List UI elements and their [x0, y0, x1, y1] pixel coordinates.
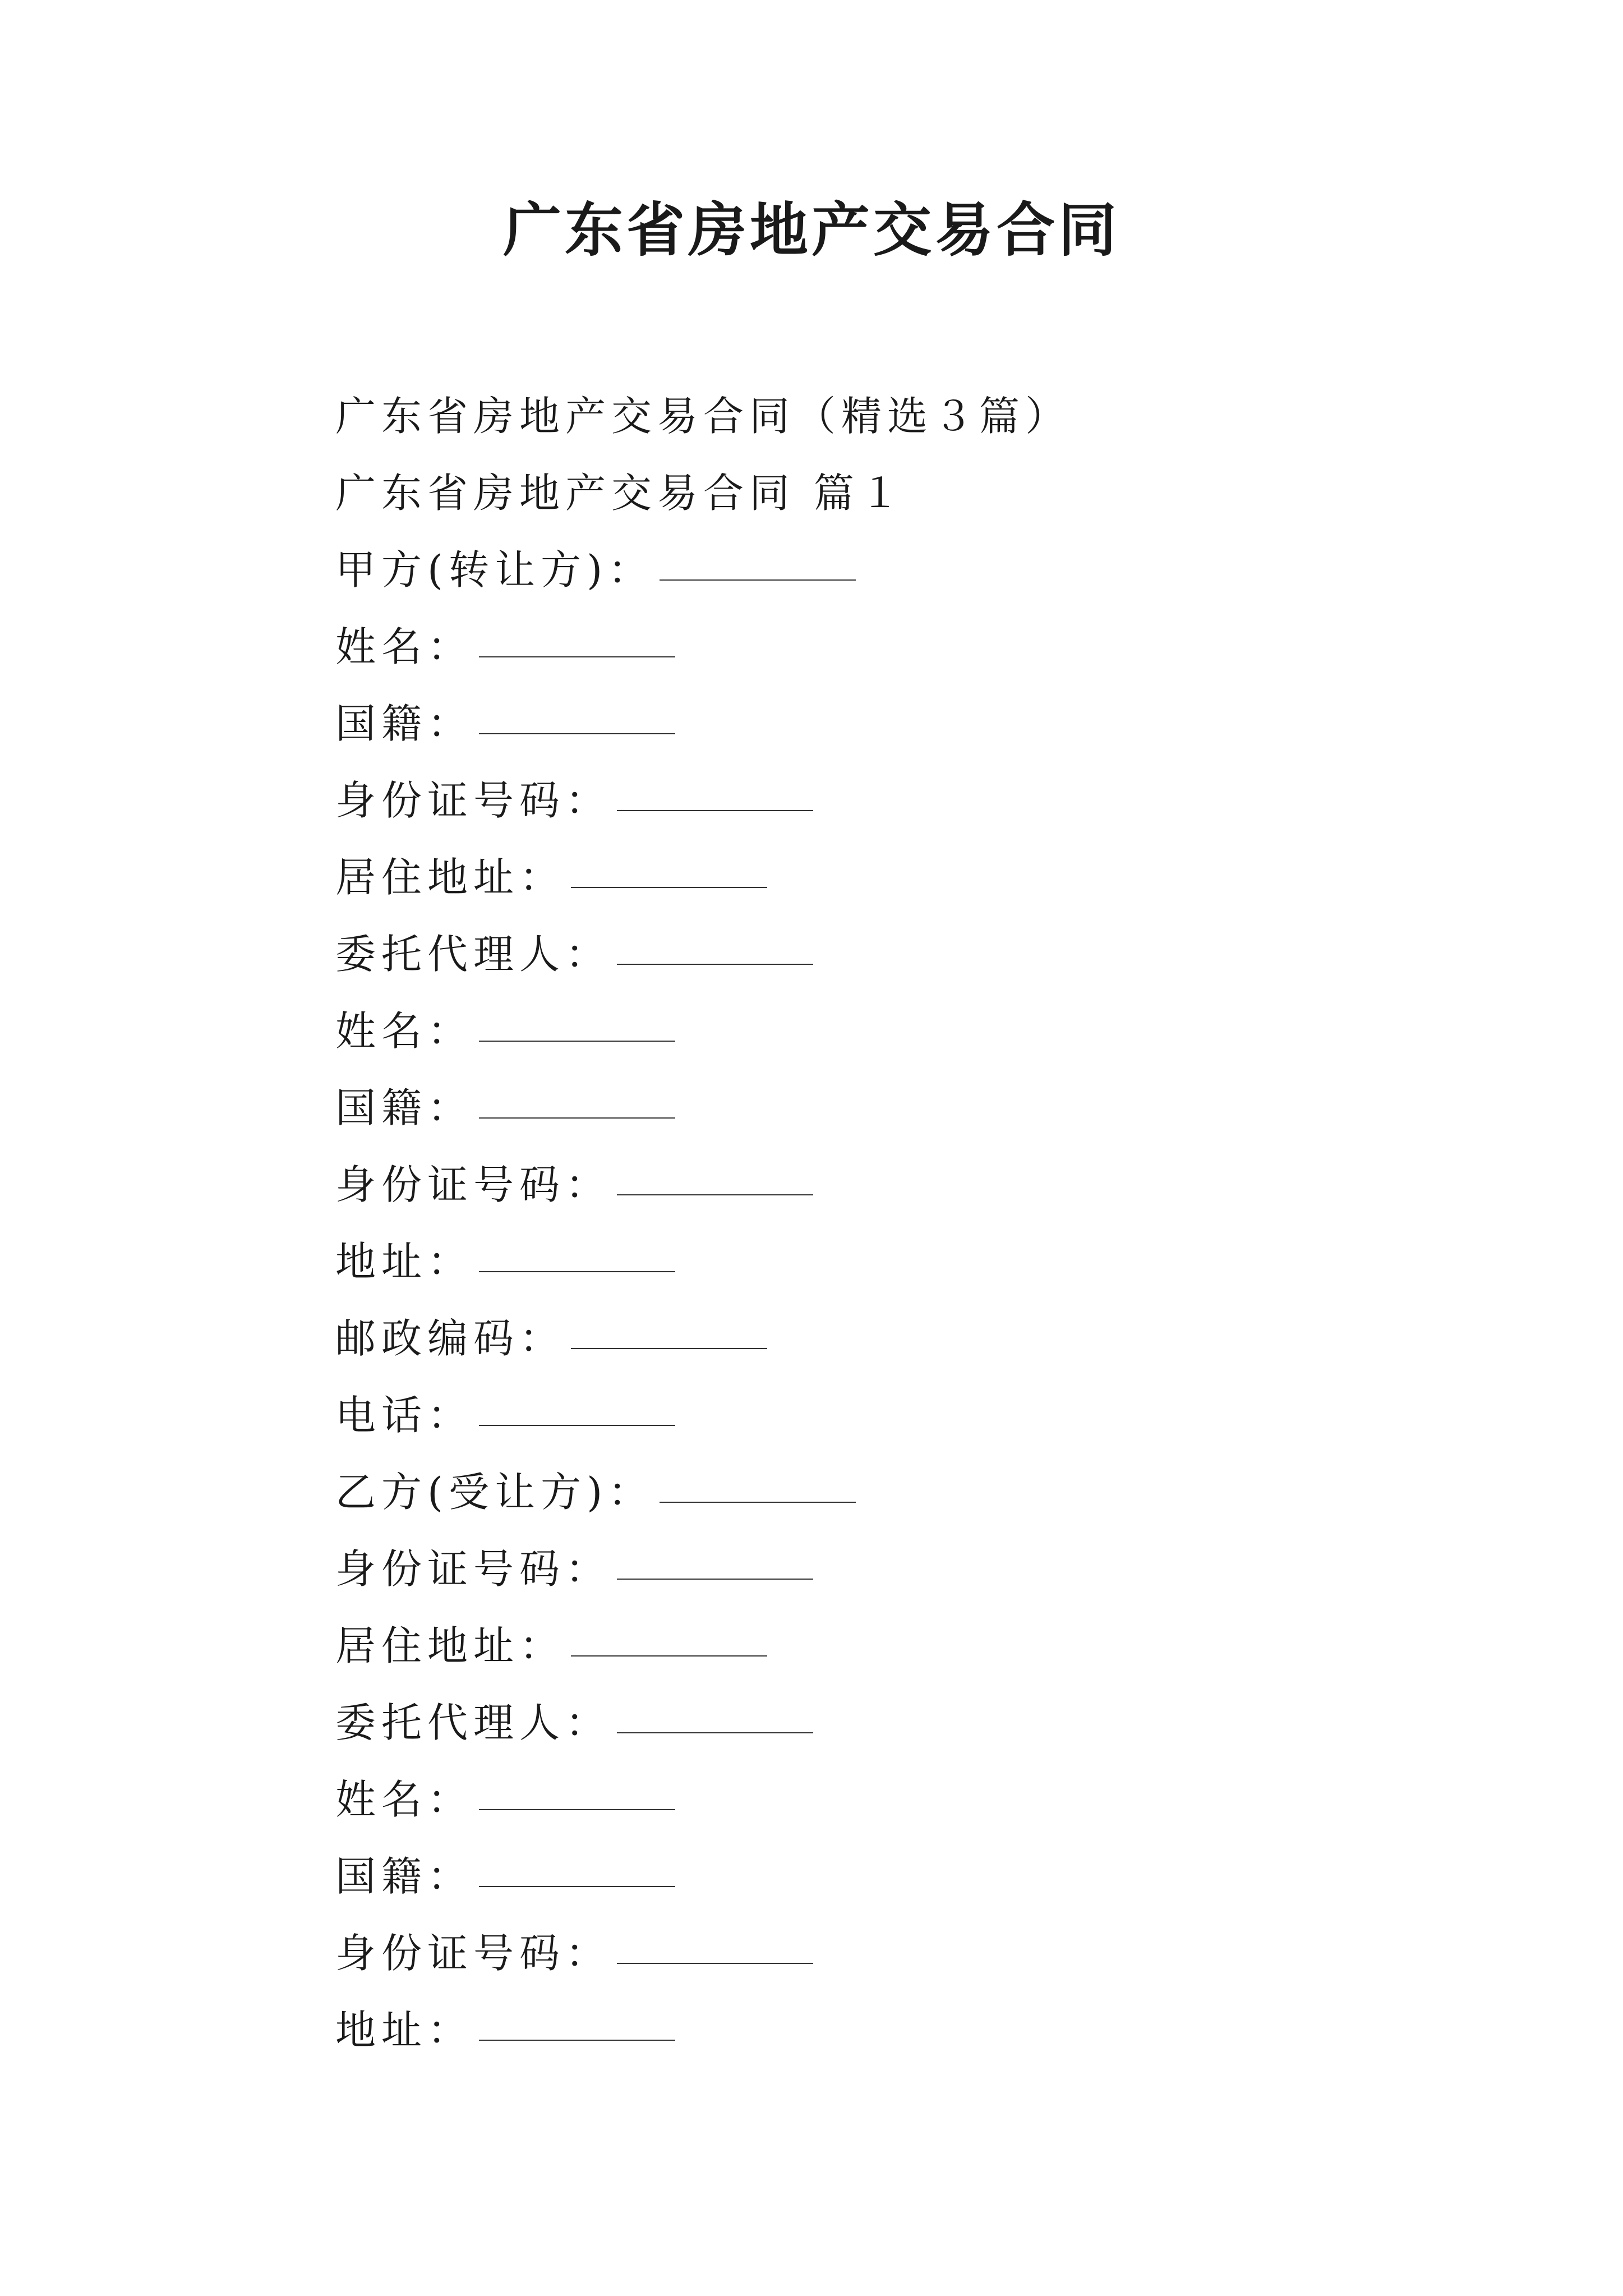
field-label: 身份证号码： — [335, 777, 612, 824]
fill-in-blank[interactable] — [571, 1320, 767, 1349]
form-field-line — [335, 685, 1457, 762]
fill-in-blank[interactable] — [479, 1858, 675, 1887]
fill-in-blank[interactable] — [479, 1243, 675, 1272]
fill-in-blank[interactable] — [479, 705, 675, 734]
form-field-line — [335, 1223, 1457, 1300]
fill-in-blank[interactable] — [479, 1397, 675, 1426]
field-label: 国籍： — [335, 700, 474, 747]
field-label: 身份证号码： — [335, 1545, 612, 1593]
field-label: 电话： — [335, 1392, 474, 1439]
form-field-line — [335, 916, 1457, 993]
fill-in-blank[interactable] — [617, 782, 813, 811]
field-label: 邮政编码： — [335, 1315, 566, 1362]
field-label: 身份证号码： — [335, 1161, 612, 1208]
form-field-line — [335, 993, 1457, 1070]
field-label: 姓名： — [335, 623, 474, 670]
fill-in-blank[interactable] — [617, 1704, 813, 1733]
fill-in-blank[interactable] — [571, 1627, 767, 1657]
field-label: 国籍： — [335, 1084, 474, 1131]
form-field-line — [335, 1761, 1457, 1838]
fill-in-blank[interactable] — [617, 1550, 813, 1580]
field-label: 姓名： — [335, 1007, 474, 1055]
line-text: 广东省房地产交易合同（精选３篇） — [335, 393, 1072, 440]
fill-in-blank[interactable] — [660, 551, 856, 581]
form-field-line — [335, 1838, 1457, 1915]
form-field-line — [335, 609, 1457, 685]
fill-in-blank[interactable] — [479, 1089, 675, 1119]
form-field-line — [335, 1300, 1457, 1377]
form-field-line — [335, 1070, 1457, 1147]
fill-in-blank[interactable] — [479, 2012, 675, 2041]
field-label: 姓名： — [335, 1776, 474, 1823]
form-field-line — [335, 1685, 1457, 1761]
fill-in-blank[interactable] — [479, 1781, 675, 1810]
fill-in-blank[interactable] — [571, 859, 767, 888]
form-field-line — [335, 1454, 1457, 1531]
form-field-line — [335, 1531, 1457, 1608]
field-label: 地址： — [335, 1238, 474, 1285]
line-text: 广东省房地产交易合同 篇１ — [335, 470, 906, 517]
form-field-line — [335, 839, 1457, 916]
text-line — [335, 378, 1457, 455]
form-field-line — [335, 1608, 1457, 1685]
document-title: 广东省房地产交易合同 — [502, 195, 1120, 264]
field-label: 居住地址： — [335, 1622, 566, 1669]
form-field-line — [335, 762, 1457, 839]
form-field-line — [335, 1377, 1457, 1454]
fill-in-blank[interactable] — [479, 1013, 675, 1042]
field-label: 乙方(受让方)： — [335, 1469, 654, 1516]
field-label: 居住地址： — [335, 854, 566, 901]
field-label: 委托代理人： — [335, 931, 612, 978]
field-label: 甲方(转让方)： — [335, 546, 654, 593]
document-body — [335, 378, 1457, 2069]
form-field-line — [335, 532, 1457, 609]
field-label: 委托代理人： — [335, 1699, 612, 1746]
field-label: 国籍： — [335, 1853, 474, 1900]
form-field-line — [335, 1147, 1457, 1223]
fill-in-blank[interactable] — [660, 1474, 856, 1503]
fill-in-blank[interactable] — [617, 936, 813, 965]
field-label: 身份证号码： — [335, 1930, 612, 1977]
fill-in-blank[interactable] — [479, 628, 675, 657]
form-field-line — [335, 1992, 1457, 2069]
form-field-line — [335, 1915, 1457, 1992]
field-label: 地址： — [335, 2007, 474, 2054]
fill-in-blank[interactable] — [617, 1166, 813, 1195]
fill-in-blank[interactable] — [617, 1935, 813, 1964]
text-line — [335, 455, 1457, 532]
